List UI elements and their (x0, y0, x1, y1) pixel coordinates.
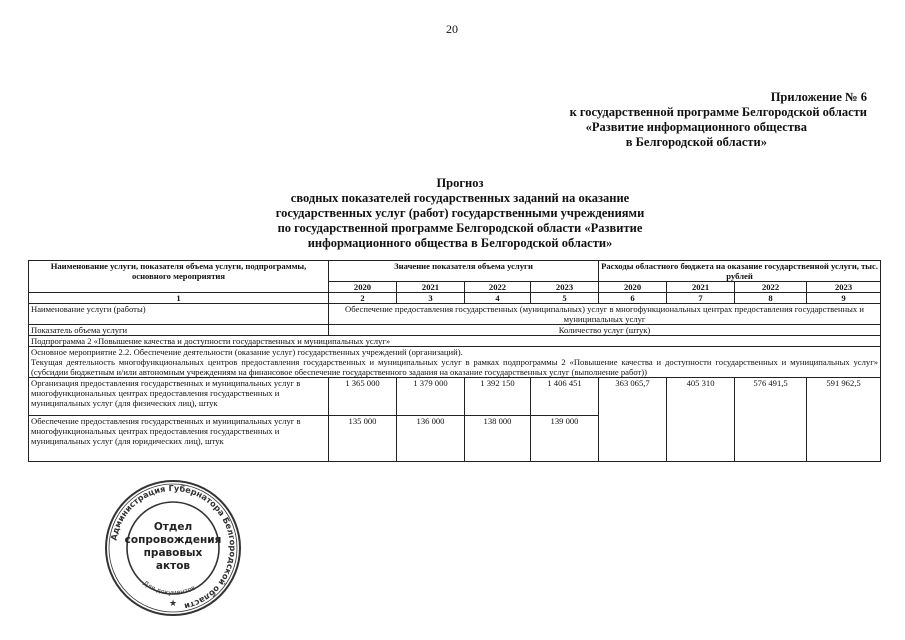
stamp-line: сопровождения (124, 534, 222, 546)
stamp-ring-text: Администрация Губернатора Белгородской области (108, 482, 239, 612)
service-name: Обеспечение предоставления государственных и муниципальных услуг в многофункциональных центрах предоставления государственных и муниципальных услуг (для юридических лиц), штук (29, 416, 329, 462)
main-event-description: Текущая деятельность многофункциональных центров предоставления государственных и муниципальных услуг в рамках подпрограммы 2 «Повышение качества и доступности государственных и муниципальных услуг» (субсидии бюджетным и/или автономным учреждениям на финансовое обеспечение государственного задания на оказание государственных услуг (выполнение работ)) (31, 357, 879, 377)
column-number: 8 (735, 293, 807, 304)
title-line: государственных услуг (работ) государственными учреждениями (275, 206, 645, 220)
page-number: 20 (446, 22, 458, 36)
year-header: 2020 (599, 282, 667, 293)
service-label: Наименование услуги (работы) (29, 304, 329, 325)
column-number: 5 (531, 293, 599, 304)
column-number: 3 (397, 293, 465, 304)
year-header: 2021 (397, 282, 465, 293)
title-line: сводных показателей государственных заданий на оказание (290, 191, 630, 205)
appendix-line: к государственной программе Белгородской области (569, 105, 867, 119)
title-line: по государственной программе Белгородской области «Развитие (277, 221, 643, 235)
header-expense: Расходы областного бюджета на оказание государственной услуги, тыс. рублей (599, 261, 881, 282)
volume-value: 1 406 451 (531, 378, 599, 416)
table-header-row (29, 261, 881, 282)
table-row (29, 347, 881, 378)
volume-value: 138 000 (465, 416, 531, 462)
subprogram: Подпрограмма 2 «Повышение качества и доступности государственных и муниципальных услуг» (29, 336, 881, 347)
column-number-row (29, 293, 881, 304)
appendix-line: в Белгородской области» (625, 135, 767, 149)
column-number: 2 (329, 293, 397, 304)
column-number: 4 (465, 293, 531, 304)
service-value: Обеспечение предоставления государственных (муниципальных) услуг в многофункциональных центрах предоставления государственных и муниципальных услуг (329, 304, 881, 325)
appendix-line: «Развитие информационного общества (585, 120, 807, 134)
volume-value: 139 000 (531, 416, 599, 462)
volume-value: 1 379 000 (397, 378, 465, 416)
appendix-header (447, 90, 867, 150)
column-number: 7 (667, 293, 735, 304)
expense-value: 591 962,5 (807, 378, 881, 462)
title-line: информационного общества в Белгородской области» (307, 236, 613, 250)
header-volume: Значение показателя объема услуги (329, 261, 599, 282)
year-header: 2021 (667, 282, 735, 293)
expense-value: 405 310 (667, 378, 735, 462)
stamp-bottom-text: Для документов (141, 579, 197, 597)
official-stamp (103, 478, 243, 618)
forecast-table (28, 260, 881, 462)
stamp-line: Отдел (153, 521, 193, 533)
year-header: 2020 (329, 282, 397, 293)
year-header: 2022 (735, 282, 807, 293)
stamp-line: правовых (143, 547, 203, 559)
title-line: Прогноз (436, 176, 484, 190)
volume-value: 136 000 (397, 416, 465, 462)
column-number: 1 (29, 293, 329, 304)
volume-value: 1 392 150 (465, 378, 531, 416)
column-number: 9 (807, 293, 881, 304)
table-row (29, 304, 881, 325)
main-event (29, 347, 881, 378)
stamp-line: актов (155, 560, 191, 572)
table-row (29, 378, 881, 416)
document-title (200, 176, 720, 251)
year-header: 2022 (465, 282, 531, 293)
appendix-line: Приложение № 6 (770, 90, 867, 104)
expense-value: 576 491,5 (735, 378, 807, 462)
column-number: 6 (599, 293, 667, 304)
indicator-value: Количество услуг (штук) (329, 325, 881, 336)
year-header: 2023 (807, 282, 881, 293)
volume-value: 1 365 000 (329, 378, 397, 416)
header-name: Наименование услуги, показателя объема услуги, подпрограммы, основного мероприятия (29, 261, 329, 293)
year-header: 2023 (531, 282, 599, 293)
expense-value: 363 065,7 (599, 378, 667, 462)
indicator-label: Показатель объема услуги (29, 325, 329, 336)
service-name: Организация предоставления государственных и муниципальных услуг в многофункциональных центрах предоставления государственных и муниципальных услуг (для физических лиц), штук (29, 378, 329, 416)
star-icon: ★ (168, 599, 178, 609)
volume-value: 135 000 (329, 416, 397, 462)
table-row (29, 325, 881, 336)
table-row (29, 336, 881, 347)
main-event-title: Основное мероприятие 2.2. Обеспечение деятельности (оказание услуг) государственных учреждений (организаций). (31, 347, 463, 357)
